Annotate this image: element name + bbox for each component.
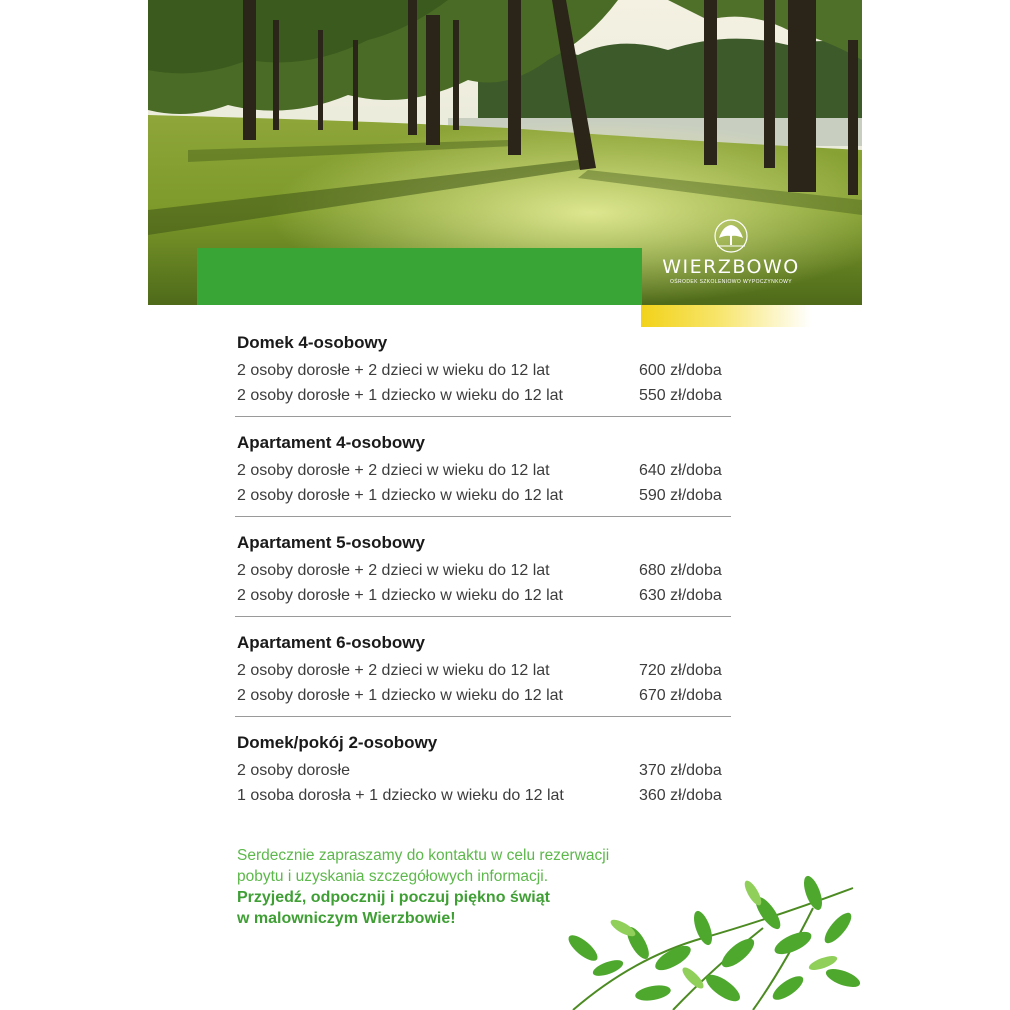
price-row [237,658,731,683]
price-row [237,458,731,483]
price-value: 680 zł/doba [639,562,722,579]
green-accent-band [197,248,642,305]
price-value: 670 zł/doba [639,687,722,704]
price-list [235,330,731,830]
price-description: 2 osoby dorosłe + 1 dziecko w wieku do 12 lat [237,687,563,704]
brand-name: WIERZBOWO [662,256,800,278]
price-description: 2 osoby dorosłe + 1 dziecko w wieku do 12 lat [237,387,563,404]
price-section [235,330,731,417]
price-value: 590 zł/doba [639,487,722,504]
price-description: 2 osoby dorosłe + 2 dzieci w wieku do 12 lat [237,462,550,479]
price-description: 1 osoba dorosła + 1 dziecko w wieku do 12 lat [237,787,564,804]
price-section [235,630,731,717]
section-title: Apartament 6-osobowy [237,633,425,652]
price-value: 630 zł/doba [639,587,722,604]
price-row [237,358,731,383]
price-value: 370 zł/doba [639,762,722,779]
price-value: 550 zł/doba [639,387,722,404]
section-title: Domek 4-osobowy [237,333,388,352]
price-row [237,583,731,608]
price-row [237,758,731,783]
section-title: Apartament 4-osobowy [237,433,425,452]
price-row [237,683,731,708]
price-value: 720 zł/doba [639,662,722,679]
price-description: 2 osoby dorosłe + 2 dzieci w wieku do 12 lat [237,562,550,579]
price-value: 600 zł/doba [639,362,722,379]
leaves-decoration [553,868,862,1010]
brand-tagline: OŚRODEK SZKOLENIOWO WYPOCZYNKOWY [670,279,792,285]
invitation-line: Przyjedź, odpocznij i poczuj piękno świąt [237,889,550,906]
price-row [237,558,731,583]
price-row [237,383,731,408]
willow-tree-icon [711,218,751,254]
price-description: 2 osoby dorosłe + 1 dziecko w wieku do 12 lat [237,487,563,504]
invitation-line: w malowniczym Wierzbowie! [237,910,456,927]
hero-photo [148,0,862,305]
price-description: 2 osoby dorosłe + 2 dzieci w wieku do 12 lat [237,362,550,379]
price-description: 2 osoby dorosłe [237,762,350,779]
price-value: 360 zł/doba [639,787,722,804]
price-section [235,730,731,817]
price-value: 640 zł/doba [639,462,722,479]
price-description: 2 osoby dorosłe + 2 dzieci w wieku do 12 lat [237,662,550,679]
price-section [235,430,731,517]
price-section [235,530,731,617]
section-title: Domek/pokój 2-osobowy [237,733,438,752]
section-title: Apartament 5-osobowy [237,533,425,552]
price-row [237,783,731,808]
yellow-accent-band [641,305,811,327]
contact-line: pobytu i uzyskania szczegółowych informacji. [237,868,548,885]
price-description: 2 osoby dorosłe + 1 dziecko w wieku do 12 lat [237,587,563,604]
flyer-page [148,0,862,1010]
contact-line: Serdecznie zapraszamy do kontaktu w celu rezerwacji [237,847,610,864]
brand-logo [656,218,806,285]
price-row [237,483,731,508]
